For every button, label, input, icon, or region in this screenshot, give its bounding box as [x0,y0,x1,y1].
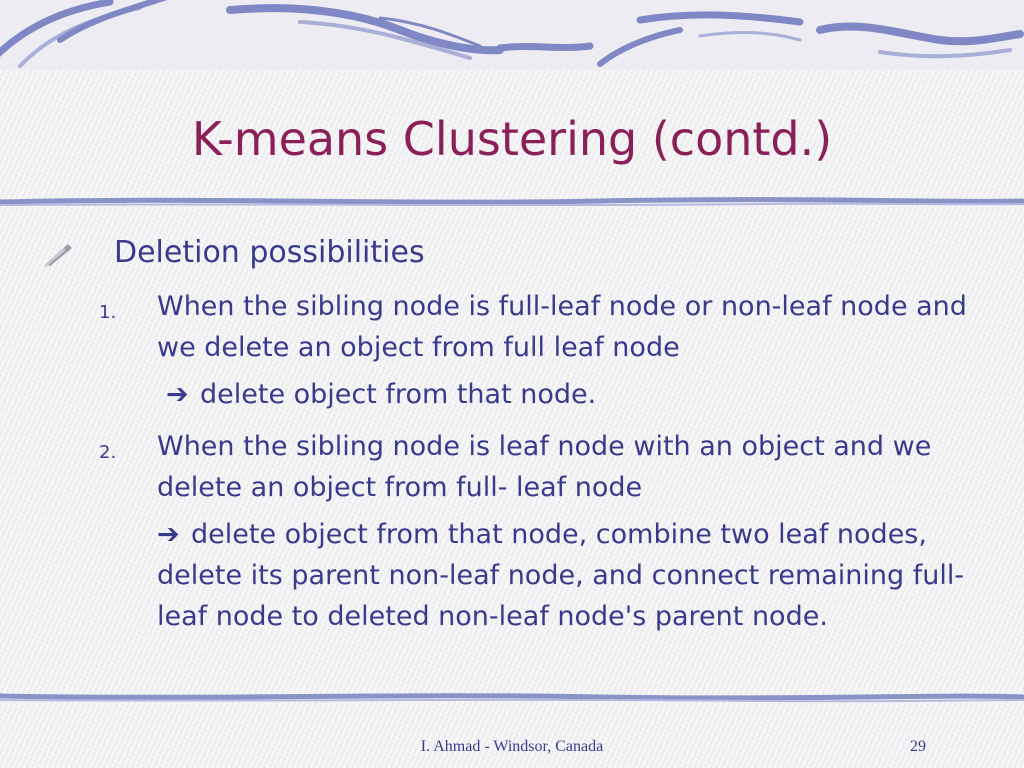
footer-divider [0,688,1024,706]
result-line [157,514,987,637]
result-text: delete object from that node. [200,379,597,410]
arrow-right-icon: ➔ [166,379,189,410]
slide-title: K-means Clustering (contd.) [191,112,833,166]
footer-author: I. Ahmad - Windsor, Canada [420,738,604,755]
result-line [166,374,596,415]
list-item-text: When the sibling node is leaf node with an object and we delete an object from full- leaf node [157,431,932,503]
list-number: 1. [99,302,117,323]
bullet-icon [42,240,76,268]
main-bullet-heading: Deletion possibilities [114,235,425,270]
list-item-text: When the sibling node is full-leaf node or non-leaf node and we delete an object from full leaf node [157,291,967,363]
result-text: delete object from that node, combine two leaf nodes, delete its parent non-leaf node, and connect remaining full-leaf node to deleted non-leaf node's parent node. [157,519,965,632]
list-number: 2. [99,442,117,463]
arrow-right-icon: ➔ [157,519,180,550]
slide-number: 29 [910,738,926,755]
